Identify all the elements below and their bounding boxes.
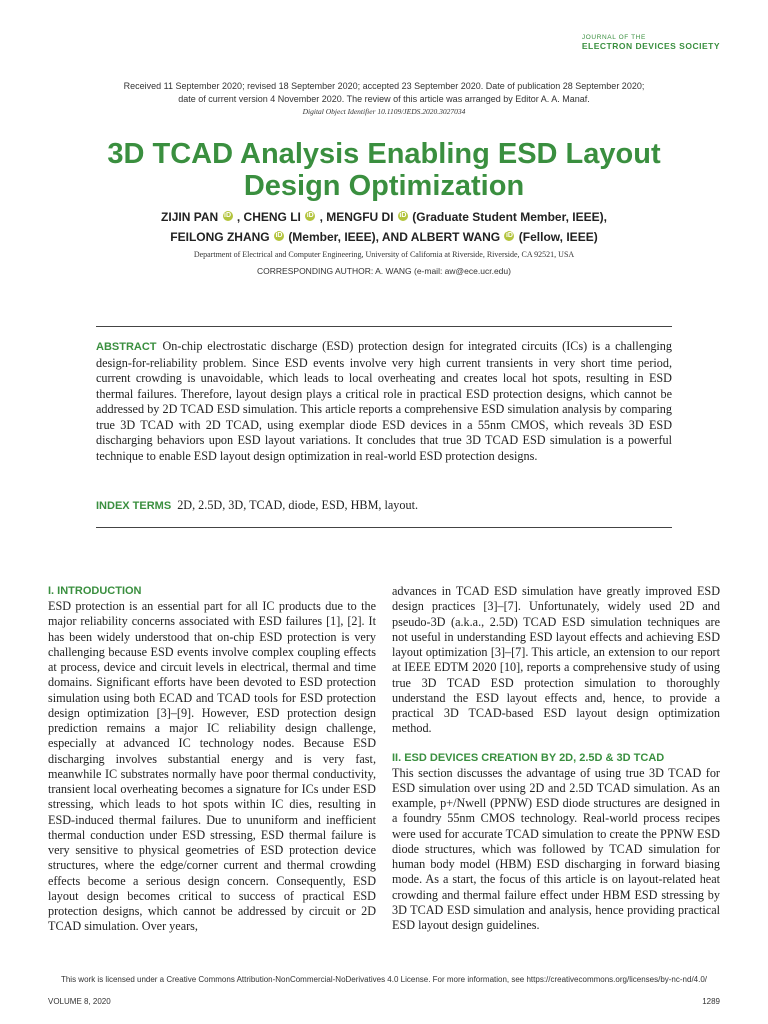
author-zhang-role: (Member, IEEE), AND ALBERT WANG: [288, 230, 501, 244]
section-heading: I. INTRODUCTION: [48, 585, 142, 597]
author-li: , CHENG LI: [236, 210, 301, 224]
right-column: [392, 584, 720, 933]
author-pan: ZIJIN PAN: [161, 210, 219, 224]
orcid-icon[interactable]: iD: [306, 212, 314, 219]
affiliation: Department of Electrical and Computer Engineering, University of California at Riverside, Riverside, CA 92521, USA: [193, 250, 575, 259]
page-number: 1289: [702, 997, 720, 1006]
index-terms-label: INDEX TERMS: [96, 500, 172, 512]
body-paragraph: ESD protection is an essential part for all IC products due to the major reliability concerns associated with ESD failures [1], [2]. It has been widely understood that on-chip ESD protection is very challenging because ESD events involve complex coupling effects at process, device and circuit levels in electrical, thermal and time domains. Significant efforts have been devoted to ESD protection simulation using both ECAD and TCAD tools for ESD protection design optimization [3]–[9]. However, ESD protection design prediction remains a major IC reliability design challenge, especially at advanced IC technology nodes. Because ESD discharging involves substantial energy and is very fast, meanwhile IC substrates normally have poor thermal conductivity, transient local overheating becomes a signature for ICs under ESD stressing, which leads to hot spots within IC dies, resulting in ESD-induced thermal failures. Due to ununiform and inefficient thermal conduction under ESD stressing, ESD thermal failure is very sensitive to physical geometries of ESD protection device structures, where the edge/corner current and thermal crowding effects become a serious design concern. Consequently, ESD layout design becomes critical to success of practical ESD protection designs, which cannot be addressed by circuit or 2D TCAD simulation. Over years,: [48, 599, 376, 934]
author-list-line1: [40, 210, 728, 224]
left-column: [48, 584, 376, 935]
paper-title-line2: Design Optimization: [243, 170, 525, 202]
received-line1: Received 11 September 2020; revised 18 September 2020; accepted 23 September 2020. Date of publication 28 September 2020;: [123, 81, 645, 91]
corresponding-author: CORRESPONDING AUTHOR: A. WANG (e-mail: aw@ece.ucr.edu): [257, 266, 511, 276]
divider: [96, 326, 672, 327]
abstract: [96, 339, 672, 464]
section-heading: II. ESD DEVICES CREATION BY 2D, 2.5D & 3D TCAD: [392, 751, 665, 764]
author-wang-role: (Fellow, IEEE): [518, 230, 598, 244]
journal-header: [582, 34, 720, 51]
license-notice: This work is licensed under a Creative Commons Attribution-NonCommercial-NoDerivatives 4.0 License. For more information, see https://creativecommons.org/licenses/by-nc-nd/4.0/: [60, 975, 708, 984]
author-di-role: (Graduate Student Member, IEEE),: [412, 210, 607, 224]
body-paragraph: advances in TCAD ESD simulation have greatly improved ESD design practices [3]–[7]. Unfortunately, widely used 2D and pseudo-3D (a.k.a., 2.5D) TCAD ESD simulation techniques are not useful in understanding ESD layout effects and achieving ESD layout optimization [3]–[7]. This article, an extension to our report at IEEE EDTM 2020 [10], reports a comprehensive study of using true 3D TCAD ESD protection simulation to thoroughly understand the ESD layout effects and, hence, to provide a practical 3D TCAD-based ESD layout design optimization method.: [392, 584, 720, 736]
journal-header-line1: JOURNAL OF THE: [581, 34, 646, 41]
orcid-icon[interactable]: iD: [275, 232, 283, 239]
author-zhang: FEILONG ZHANG: [170, 230, 270, 244]
paper-title: [40, 138, 728, 202]
index-terms: [96, 498, 672, 513]
orcid-icon[interactable]: iD: [399, 212, 407, 219]
volume-label: VOLUME 8, 2020: [48, 997, 111, 1006]
abstract-text: On-chip electrostatic discharge (ESD) protection design for integrated circuits (ICs) is a challenging design-for-reliability problem. Since ESD events involve very high current transients in very short time period, current crowding is unavoidable, which leads to local overheating and creates local hot spots, resulting in ESD thermal failures. Therefore, layout design plays a critical role in practical ESD protection designs, which cannot be addressed by 2D TCAD ESD simulation. This article reports a comprehensive ESD simulation analysis by comparing true 3D TCAD with 2D TCAD, using exemplar diode ESD devices in a 55nm CMOS, which reveals 3D ESD discharging behaviors upon ESD layout variations. It concludes that true 3D TCAD ESD simulation is a powerful technique to enable ESD layout design optimization in real-world ESD protection designs.: [96, 339, 672, 463]
orcid-icon[interactable]: iD: [505, 232, 513, 239]
received-dates: [60, 80, 708, 106]
received-line2: date of current version 4 November 2020. The review of this article was arranged by Editor A. A. Manaf.: [178, 94, 590, 104]
divider: [96, 527, 672, 528]
author-list-line2: [40, 230, 728, 244]
body-paragraph: This section discusses the advantage of using true 3D TCAD for ESD simulation over using 2D and 2.5D TCAD simulation. As an example, p+/Nwell (PPNW) ESD diode structures are designed in a foundry 55nm CMOS technology. Real-world process recipes were used for accurate TCAD simulation to create the PPNW ESD diode structures, which was followed by TCAD simulation for human body model (HBM) ESD discharging in forward biasing mode. As a start, the focus of this article is on layout-related heat crowding and thermal failure effect under HBM ESD stressing by 3D TCAD ESD simulation and analysis, hence providing practical ESD layout design guidelines.: [392, 765, 720, 932]
index-terms-text: 2D, 2.5D, 3D, TCAD, diode, ESD, HBM, layout.: [177, 498, 419, 512]
journal-header-line2: ELECTRON DEVICES SOCIETY: [581, 41, 720, 51]
doi: Digital Object Identifier 10.1109/JEDS.2020.3027034: [302, 107, 466, 116]
orcid-icon[interactable]: iD: [224, 212, 232, 219]
author-di: , MENGFU DI: [319, 210, 394, 224]
paper-title-line1: 3D TCAD Analysis Enabling ESD Layout: [107, 138, 661, 170]
abstract-label: ABSTRACT: [96, 341, 157, 353]
